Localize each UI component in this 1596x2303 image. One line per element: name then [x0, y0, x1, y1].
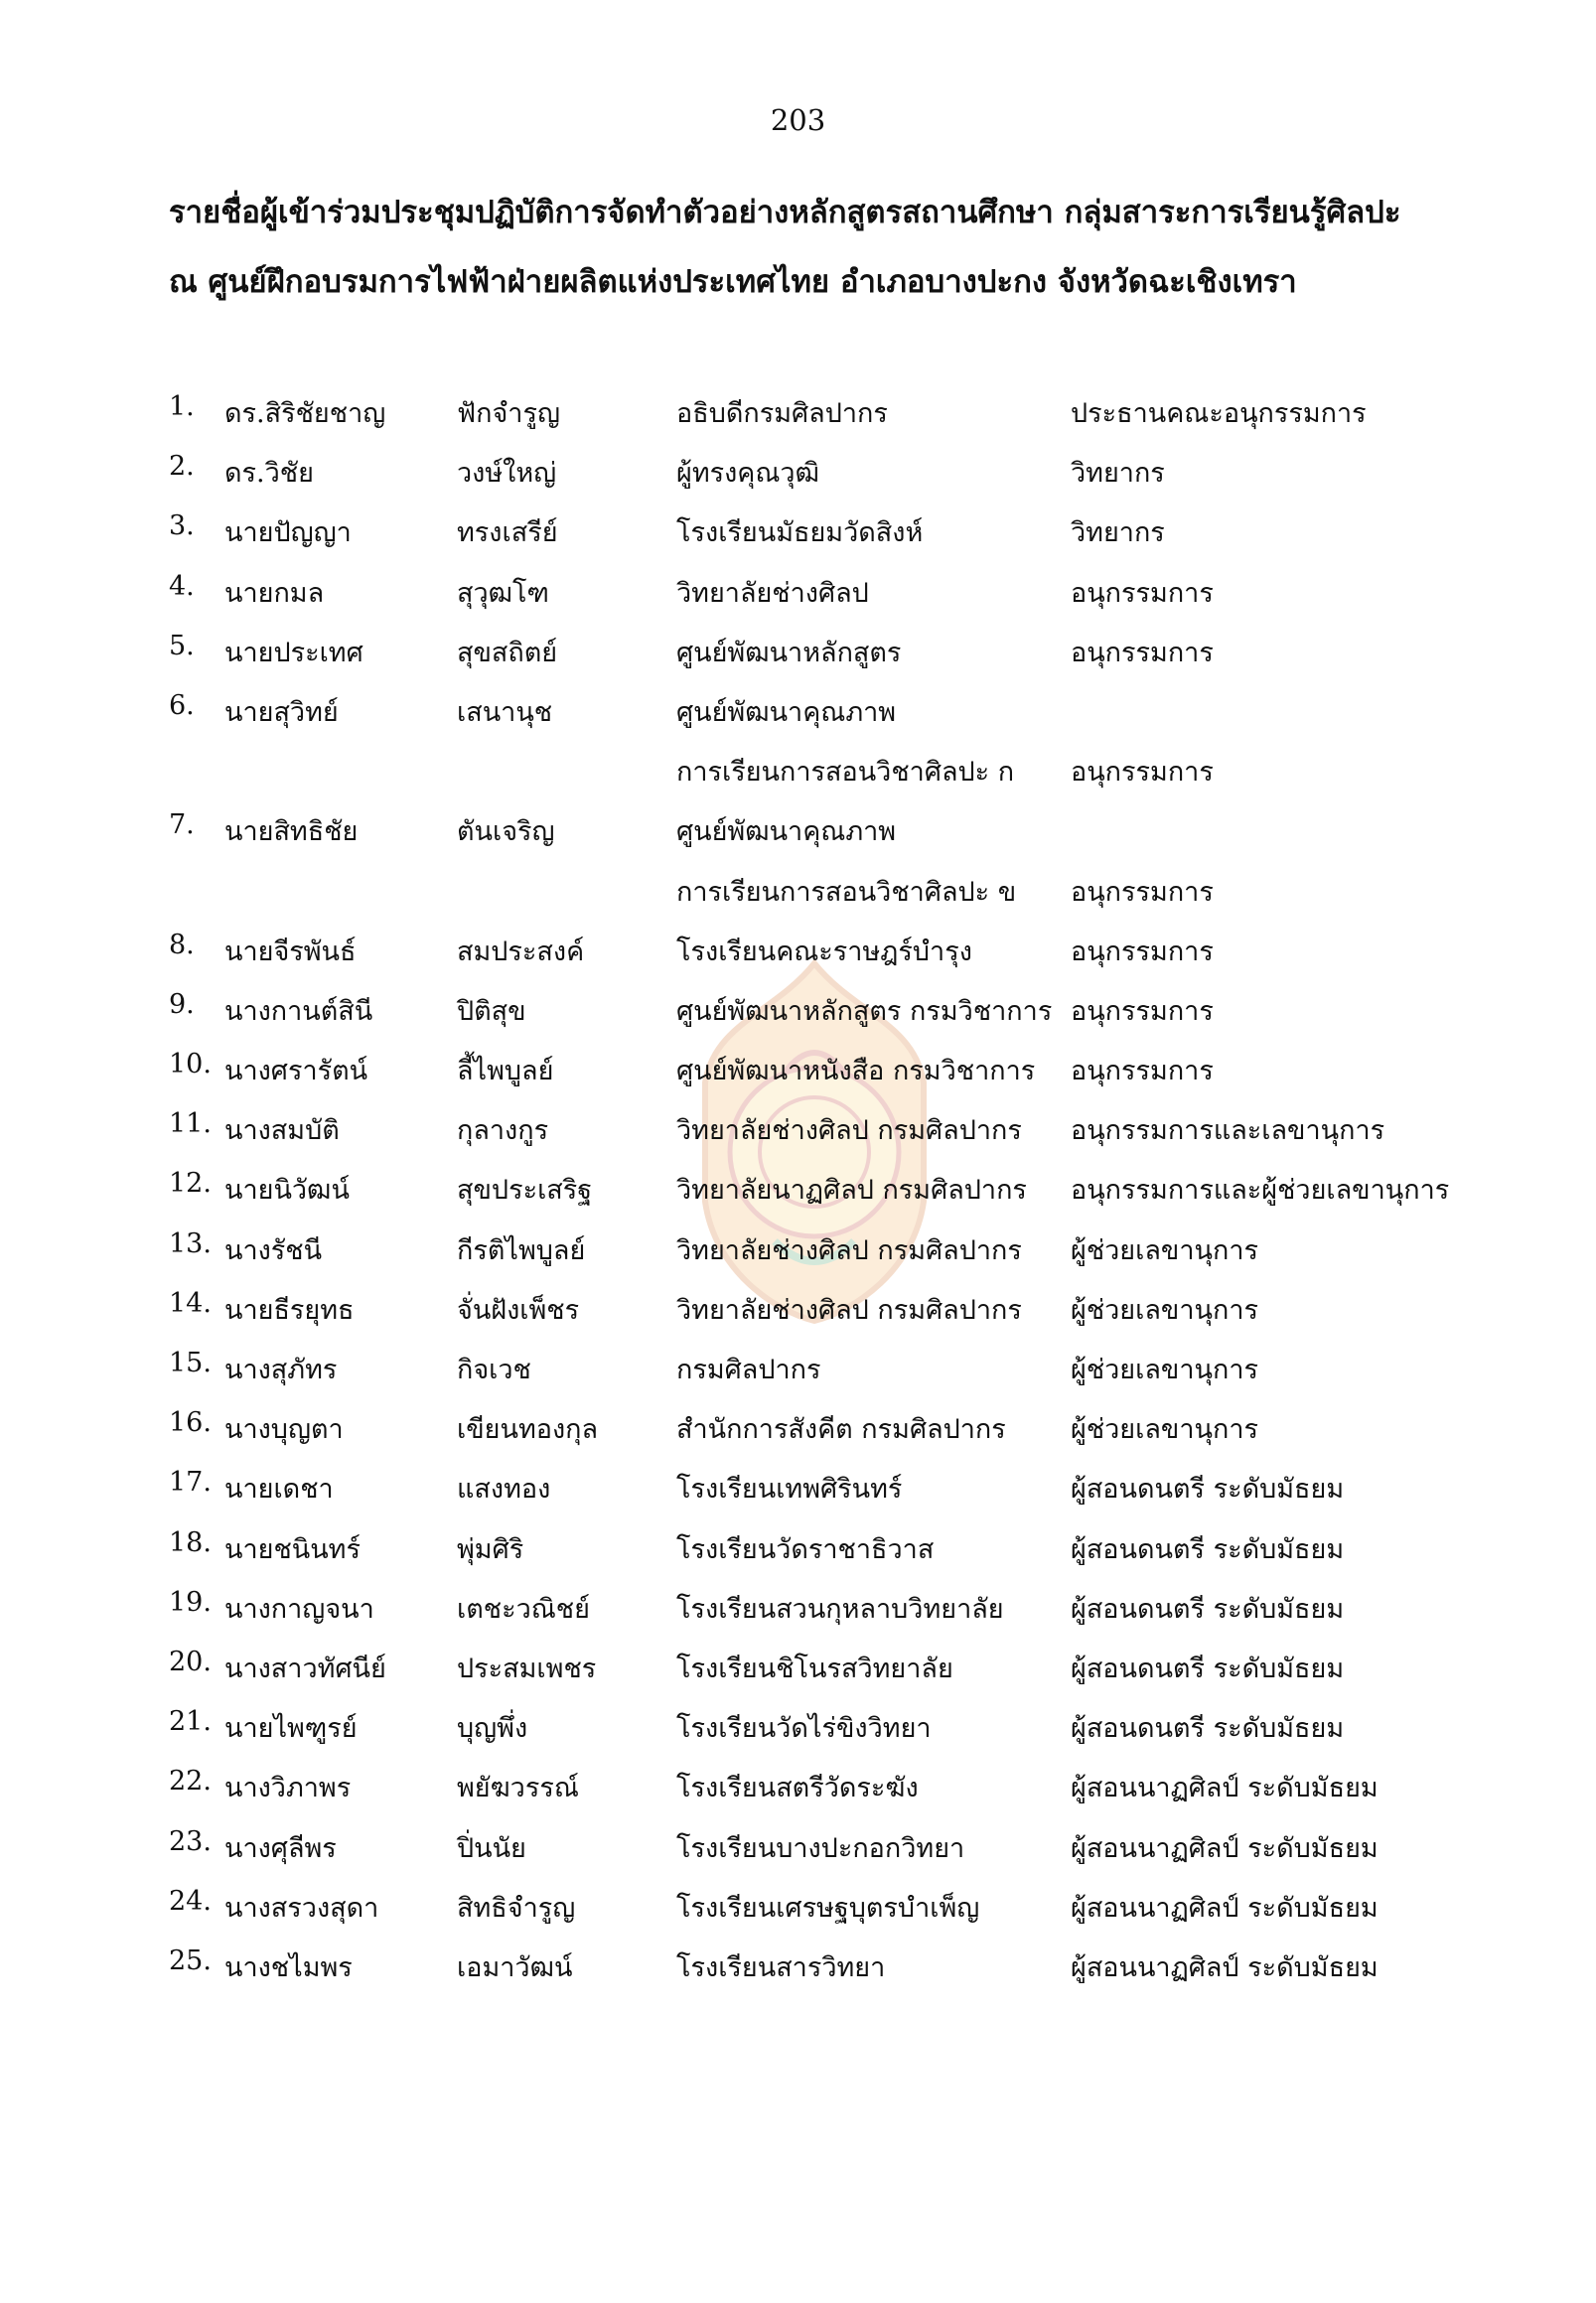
participant-row [0, 1517, 1596, 1577]
first-name: นางสุภัทร [224, 1355, 338, 1385]
participant-row [0, 860, 1596, 920]
row-number: 5. [169, 630, 195, 661]
role: อนุกรรมการ [1071, 757, 1214, 789]
last-name: ประสมเพชร [457, 1653, 597, 1684]
role: ผู้สอนนาฏศิลป์ ระดับมัธยม [1071, 1892, 1378, 1924]
organization: ศูนย์พัฒนาหนังสือ กรมวิชาการ [676, 1056, 1036, 1087]
organization: โรงเรียนบางปะกอกวิทยา [676, 1832, 965, 1864]
participant-row [0, 1936, 1596, 1995]
role: วิทยากร [1071, 517, 1165, 549]
role: วิทยากร [1071, 458, 1165, 490]
first-name: นางศรารัตน์ [224, 1056, 368, 1087]
organization: ศูนย์พัฒนาคุณภาพ [676, 696, 897, 728]
organization: โรงเรียนมัธยมวัดสิงห์ [676, 517, 924, 549]
role: อนุกรรมการ [1071, 637, 1214, 668]
participant-row [0, 1696, 1596, 1756]
first-name: นายสิทธิชัย [224, 816, 359, 848]
participant-row [0, 1816, 1596, 1876]
organization: โรงเรียนสวนกุหลาบวิทยาลัย [676, 1593, 1004, 1625]
first-name: นายจีรพันธ์ [224, 936, 357, 967]
organization: อธิบดีกรมศิลปากร [676, 398, 888, 429]
role: ผู้สอนนาฏศิลป์ ระดับมัธยม [1071, 1832, 1378, 1864]
row-number: 23. [169, 1825, 212, 1857]
last-name: สมประสงค์ [457, 936, 585, 967]
organization: ศูนย์พัฒนาหลักสูตร [676, 637, 902, 668]
document-title-line-1: รายชื่อผู้เข้าร่วมประชุมปฏิบัติการจัดทำตัวอย่างหลักสูตรสถานศึกษา กลุ่มสาระการเรียนรู้ศิลปะ [169, 195, 1401, 230]
first-name: นางศุลีพร [224, 1832, 337, 1864]
participant-row [0, 501, 1596, 560]
participant-row [0, 1637, 1596, 1696]
row-number: 15. [169, 1348, 212, 1378]
organization: วิทยาลัยนาฏศิลป กรมศิลปากร [676, 1175, 1027, 1207]
first-name: นายชนินทร์ [224, 1533, 361, 1565]
last-name: กุลางกูร [457, 1115, 549, 1147]
organization: โรงเรียนเทพศิรินทร์ [676, 1474, 903, 1506]
organization: โรงเรียนชิโนรสวิทยาลัย [676, 1653, 953, 1684]
organization: โรงเรียนเศรษฐบุตรบำเพ็ญ [676, 1892, 980, 1924]
role: ผู้สอนดนตรี ระดับมัธยม [1071, 1593, 1345, 1625]
row-number: 17. [169, 1467, 212, 1499]
participant-row [0, 1219, 1596, 1278]
first-name: นางรัชนี [224, 1234, 323, 1266]
first-name: ดร.วิชัย [224, 458, 314, 490]
role: ผู้สอนนาฏศิลป์ ระดับมัธยม [1071, 1773, 1378, 1804]
participant-row [0, 381, 1596, 441]
row-number: 6. [169, 689, 195, 721]
participant-row [0, 1457, 1596, 1516]
role: ผู้ช่วยเลขานุการ [1071, 1294, 1258, 1326]
participant-list [0, 381, 1596, 1995]
row-number: 10. [169, 1049, 212, 1080]
row-number: 22. [169, 1766, 212, 1798]
role: ผู้สอนดนตรี ระดับมัธยม [1071, 1653, 1345, 1684]
organization: วิทยาลัยช่างศิลป กรมศิลปากร [676, 1294, 1022, 1326]
first-name: นายปัญญา [224, 517, 352, 549]
first-name: นายประเทศ [224, 637, 363, 668]
role: อนุกรรมการและเลขานุการ [1071, 1115, 1385, 1147]
organization: โรงเรียนวัดราชาธิวาส [676, 1533, 935, 1565]
row-number: 11. [169, 1108, 212, 1140]
first-name: นางสมบัติ [224, 1115, 340, 1147]
first-name: นายเดชา [224, 1474, 334, 1506]
organization: ศูนย์พัฒนาหลักสูตร กรมวิชาการ [676, 995, 1053, 1027]
last-name: บุญพึ่ง [457, 1713, 528, 1745]
participant-row [0, 561, 1596, 621]
participant-row [0, 740, 1596, 799]
organization: วิทยาลัยช่างศิลป กรมศิลปากร [676, 1234, 1022, 1266]
last-name: ปิ่นนัย [457, 1832, 526, 1864]
row-number: 2. [169, 451, 195, 483]
organization: วิทยาลัยช่างศิลป กรมศิลปากร [676, 1115, 1022, 1147]
row-number: 25. [169, 1944, 212, 1976]
organization: การเรียนการสอนวิชาศิลปะ ก [676, 757, 1015, 789]
row-number: 4. [169, 570, 195, 602]
organization: โรงเรียนสารวิทยา [676, 1951, 886, 1983]
role: ประธานคณะอนุกรรมการ [1071, 398, 1367, 429]
participant-row [0, 1756, 1596, 1815]
first-name: นางชไมพร [224, 1951, 353, 1983]
row-number: 13. [169, 1227, 212, 1259]
role: อนุกรรมการ [1071, 936, 1214, 967]
row-number: 16. [169, 1407, 212, 1439]
participant-row [0, 799, 1596, 859]
last-name: ทรงเสรีย์ [457, 517, 558, 549]
last-name: จั่นฝังเพ็ชร [457, 1294, 580, 1326]
first-name: นายธีรยุทธ [224, 1294, 355, 1326]
page-number: 203 [770, 103, 826, 137]
row-number: 9. [169, 988, 195, 1020]
role: อนุกรรมการ [1071, 1056, 1214, 1087]
first-name: นายสุวิทย์ [224, 696, 339, 728]
first-name: นางสรวงสุดา [224, 1892, 379, 1924]
role: ผู้ช่วยเลขานุการ [1071, 1414, 1258, 1446]
last-name: เสนานุช [457, 696, 553, 728]
last-name: ปิติสุข [457, 995, 526, 1027]
last-name: สุขประเสริฐ [457, 1175, 593, 1207]
last-name: กิจเวช [457, 1355, 531, 1385]
participant-row [0, 920, 1596, 979]
participant-row [0, 979, 1596, 1039]
role: อนุกรรมการ [1071, 995, 1214, 1027]
organization: ผู้ทรงคุณวุฒิ [676, 458, 819, 490]
row-number: 7. [169, 809, 195, 841]
participant-row [0, 1158, 1596, 1218]
row-number: 24. [169, 1885, 212, 1917]
last-name: เขียนทองกุล [457, 1414, 599, 1446]
first-name: นางบุญตา [224, 1414, 344, 1446]
organization: โรงเรียนคณะราษฎร์บำรุง [676, 936, 972, 967]
first-name: นางกาญจนา [224, 1593, 374, 1625]
organization: กรมศิลปากร [676, 1355, 821, 1385]
organization: สำนักการสังคีต กรมศิลปากร [676, 1414, 1006, 1446]
organization: ศูนย์พัฒนาคุณภาพ [676, 816, 897, 848]
participant-row [0, 621, 1596, 680]
organization: โรงเรียนสตรีวัดระฆัง [676, 1773, 919, 1804]
last-name: เอมาวัฒน์ [457, 1951, 573, 1983]
last-name: สิทธิจำรูญ [457, 1892, 576, 1924]
participant-row [0, 441, 1596, 501]
participant-row [0, 1039, 1596, 1098]
participant-row [0, 1577, 1596, 1637]
role: ผู้ช่วยเลขานุการ [1071, 1355, 1258, 1385]
first-name: นายกมล [224, 577, 325, 609]
last-name: ตันเจริญ [457, 816, 555, 848]
role: ผู้ช่วยเลขานุการ [1071, 1234, 1258, 1266]
organization: การเรียนการสอนวิชาศิลปะ ข [676, 876, 1017, 908]
first-name: นางกานต์สินี [224, 995, 373, 1027]
last-name: สุวุฒโฑ [457, 577, 549, 609]
role: อนุกรรมการ [1071, 577, 1214, 609]
participant-row [0, 1338, 1596, 1397]
row-number: 1. [169, 391, 195, 422]
last-name: พยัฆวรรณ์ [457, 1773, 579, 1804]
participant-row [0, 1876, 1596, 1936]
first-name: นายนิวัฒน์ [224, 1175, 350, 1207]
document-title-line-2: ณ ศูนย์ฝึกอบรมการไฟฟ้าฝ่ายผลิตแห่งประเทศไทย อำเภอบางปะกง จังหวัดฉะเชิงเทรา [169, 264, 1297, 300]
role: ผู้สอนนาฏศิลป์ ระดับมัธยม [1071, 1951, 1378, 1983]
role: ผู้สอนดนตรี ระดับมัธยม [1071, 1533, 1345, 1565]
last-name: วงษ์ใหญ่ [457, 458, 557, 490]
first-name: นางสาวทัศนีย์ [224, 1653, 386, 1684]
last-name: ลี้ไพบูลย์ [457, 1056, 554, 1087]
role: อนุกรรมการ [1071, 876, 1214, 908]
last-name: กีรติไพบูลย์ [457, 1234, 586, 1266]
row-number: 18. [169, 1526, 212, 1558]
participant-row [0, 680, 1596, 740]
participant-row [0, 1098, 1596, 1158]
row-number: 19. [169, 1586, 212, 1618]
last-name: เตชะวณิชย์ [457, 1593, 590, 1625]
role: ผู้สอนดนตรี ระดับมัธยม [1071, 1713, 1345, 1745]
last-name: ฟักจำรูญ [457, 398, 560, 429]
participant-row [0, 1397, 1596, 1457]
last-name: แสงทอง [457, 1474, 551, 1506]
organization: วิทยาลัยช่างศิลป [676, 577, 869, 609]
participant-row [0, 1278, 1596, 1338]
row-number: 20. [169, 1646, 212, 1677]
role: อนุกรรมการและผู้ช่วยเลขานุการ [1071, 1175, 1450, 1207]
first-name: นายไพฑูรย์ [224, 1713, 358, 1745]
row-number: 21. [169, 1706, 212, 1738]
row-number: 3. [169, 510, 195, 542]
row-number: 12. [169, 1168, 212, 1200]
role: ผู้สอนดนตรี ระดับมัธยม [1071, 1474, 1345, 1506]
row-number: 14. [169, 1287, 212, 1319]
first-name: ดร.สิริชัยชาญ [224, 398, 386, 429]
first-name: นางวิภาพร [224, 1773, 352, 1804]
row-number: 8. [169, 929, 195, 960]
last-name: พุ่มศิริ [457, 1533, 524, 1565]
last-name: สุขสถิตย์ [457, 637, 558, 668]
organization: โรงเรียนวัดไร่ขิงวิทยา [676, 1713, 932, 1745]
